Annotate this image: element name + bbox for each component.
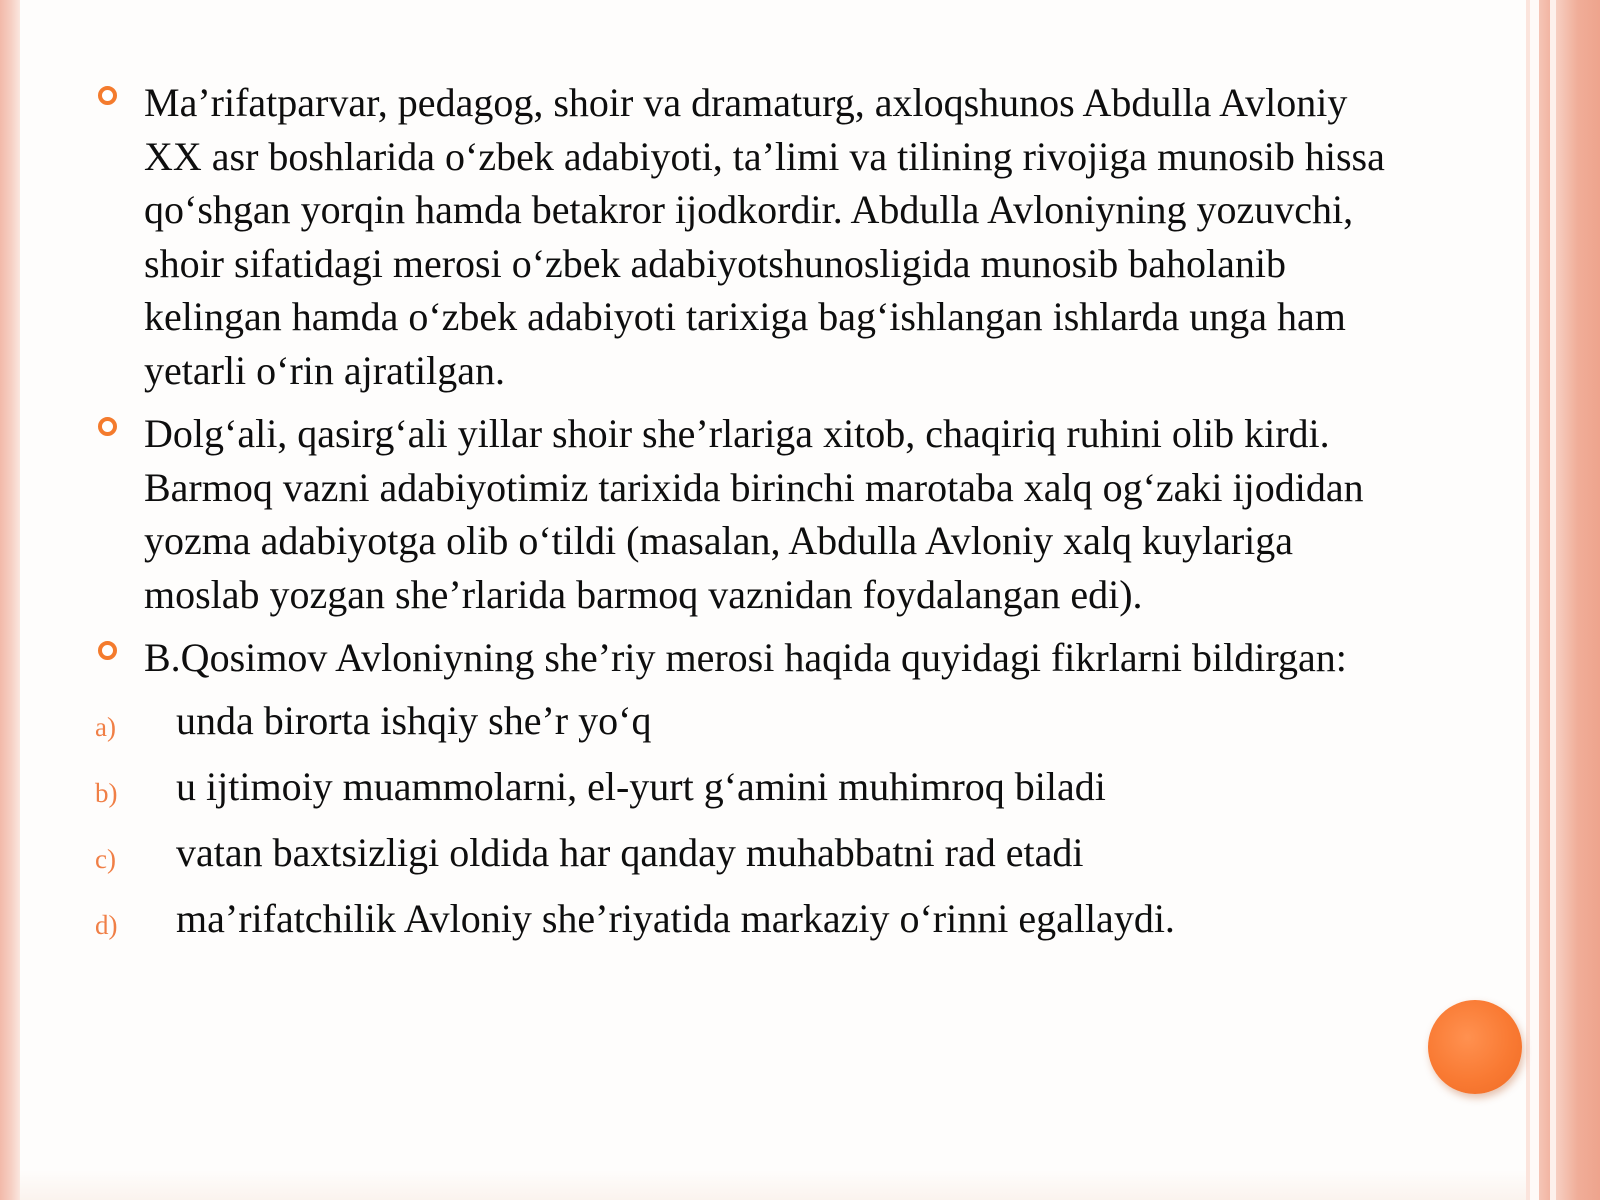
slide-body	[90, 76, 1410, 959]
ring-bullet-icon	[98, 86, 117, 105]
bullet-paragraph-1	[90, 76, 1410, 397]
bullet-text: Ma’rifatparvar, pedagog, shoir va dramaturg, axloqshunos Abdulla Avloniy XX asr boshlarida o‘zbek adabiyoti, ta’limi va tilining rivojiga munosib hissa qo‘shgan yorqin hamda betakror ijodkordir. Abdulla Avloniyning yozuvchi, shoir sifatidagi merosi o‘zbek adabiyotshunosligida munosib baholanib kelingan hamda o‘zbek adabiyoti tarixiga bag‘ishlangan ishlarda unga ham yetarli o‘rin ajratilgan.	[144, 80, 1385, 393]
list-marker: d)	[95, 909, 118, 940]
bullet-paragraph-2	[90, 407, 1410, 621]
list-marker: c)	[95, 843, 116, 874]
bullet-paragraph-3	[90, 631, 1410, 685]
orange-circle-decoration	[1428, 1000, 1522, 1094]
right-border-stripes	[1526, 0, 1600, 1200]
list-item-text: unda birorta ishqiy she’r yo‘q	[176, 697, 652, 743]
list-marker: a)	[95, 711, 116, 742]
left-border-stripe	[0, 0, 20, 1200]
ring-bullet-icon	[98, 417, 117, 436]
list-item-text: ma’rifatchilik Avloniy she’riyatida markaziy o‘rinni egallaydi.	[176, 895, 1175, 941]
list-marker: b)	[95, 777, 118, 808]
list-item-b	[90, 761, 1410, 813]
bullet-text: B.Qosimov Avloniyning she’riy merosi haqida quyidagi fikrlarni bildirgan:	[144, 635, 1347, 680]
page-bottom-shade	[20, 1170, 1526, 1200]
list-item-a	[90, 695, 1410, 747]
list-item-text: u ijtimoiy muammolarni, el-yurt g‘amini muhimroq biladi	[176, 763, 1106, 809]
list-item-c	[90, 827, 1410, 879]
ring-bullet-icon	[98, 641, 117, 660]
bullet-text: Dolg‘ali, qasirg‘ali yillar shoir she’rlariga xitob, chaqiriq ruhini olib kirdi. Barmoq vazni adabiyotimiz tarixida birinchi marotaba xalq og‘zaki ijodidan yozma adabiyotga olib o‘tildi (masalan, Abdulla Avloniy xalq kuylariga moslab yozgan she’rlarida barmoq vaznidan foydalangan edi).	[144, 411, 1364, 617]
list-item-d	[90, 893, 1410, 945]
list-item-text: vatan baxtsizligi oldida har qanday muhabbatni rad etadi	[176, 829, 1084, 875]
